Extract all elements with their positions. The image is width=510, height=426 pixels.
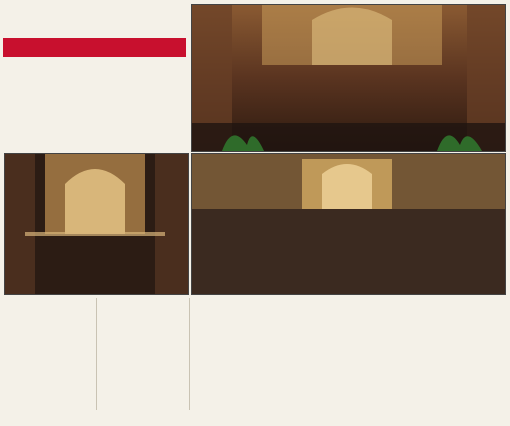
photo-left-church-interior — [4, 153, 189, 295]
column-divider — [96, 298, 97, 410]
column-divider — [189, 298, 190, 410]
photo-top-choir — [191, 4, 506, 152]
kicker-bar — [3, 38, 186, 57]
photo-right-girls-choir — [191, 153, 506, 295]
